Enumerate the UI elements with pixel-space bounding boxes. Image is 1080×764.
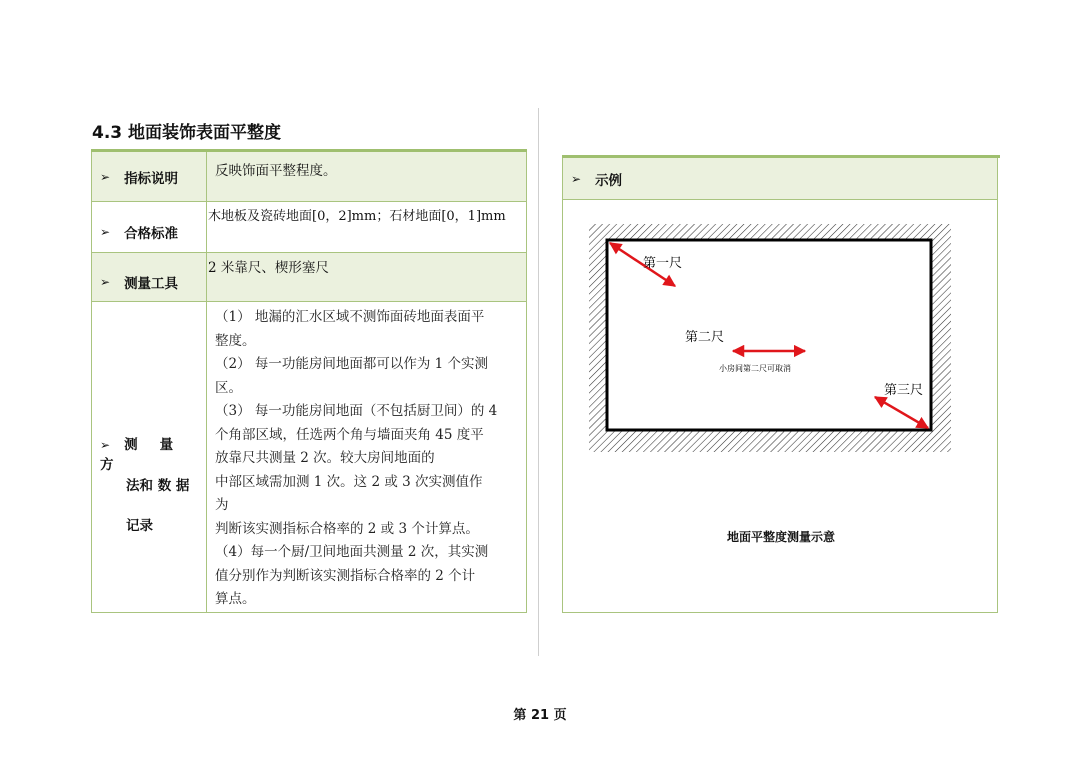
method-label-line3: 记录 [126, 518, 153, 534]
arrow-bullet-icon: ➢ [571, 171, 582, 186]
page-number-value: 21 [530, 708, 550, 723]
method-label-char: 方 [100, 457, 114, 473]
label-cell [92, 302, 207, 613]
method-description [207, 302, 527, 613]
method-label-char: 测 [124, 437, 138, 453]
diagram-caption: 地面平整度测量示意 [726, 530, 835, 544]
method-line: 值分别作为判断该实测指标合格率的 2 个计 [215, 567, 476, 584]
label-text: 测量工具 [124, 276, 179, 292]
page-number-prefix: 第 [513, 708, 527, 723]
ruler3-label: 第三尺 [884, 383, 924, 398]
label-text: 指标说明 [124, 170, 179, 187]
arrow-bullet-icon: ➢ [100, 169, 111, 184]
value-cell: 木地板及瓷砖地面[0，2]mm；石材地面[0，1]mm [207, 202, 527, 253]
ruler2-note: 小房间第二尺可取消 [719, 364, 791, 373]
table-row-method [92, 302, 527, 613]
table-row-tools [92, 253, 527, 302]
method-line: 区。 [215, 379, 242, 396]
label-cell [92, 253, 207, 302]
value-cell: 反映饰面平整程度。 [207, 151, 527, 202]
ruler2-label: 第二尺 [685, 330, 725, 345]
method-label-char: 量 [159, 437, 174, 453]
ruler1-label: 第一尺 [643, 256, 683, 271]
method-line: 放靠尺共测量 2 次。较大房间地面的 [215, 450, 435, 466]
example-panel [562, 157, 998, 613]
method-line: 为 [215, 497, 229, 513]
arrow-bullet-icon: ➢ [100, 225, 111, 239]
label-text: 合格标准 [124, 226, 179, 242]
method-line: 个角部区域，任选两个角与墙面夹角 45 度平 [215, 426, 484, 443]
page-number-suffix: 页 [553, 708, 567, 723]
method-line: （2） 每一功能房间地面都可以作为 1 个实测 [215, 356, 489, 372]
method-label-line2: 法和 数 据 [126, 478, 190, 494]
method-line: 算点。 [215, 591, 256, 607]
method-line: 中部区域需加测 1 次。这 2 或 3 次实测值作 [215, 473, 483, 490]
page-number [0, 704, 1080, 723]
indicator-table [91, 149, 527, 613]
method-line: （3） 每一功能房间地面（不包括厨卫间）的 4 [215, 403, 498, 419]
floor-measurement-diagram [585, 220, 951, 452]
method-line: 整度。 [215, 332, 256, 349]
section-title: 4.3 地面装饰表面平整度 [92, 123, 282, 143]
method-line: 判断该实测指标合格率的 2 或 3 个计算点。 [215, 520, 479, 537]
example-header-label: 示例 [595, 172, 623, 189]
arrow-bullet-icon: ➢ [100, 275, 111, 289]
column-divider [538, 108, 539, 656]
label-cell [92, 202, 207, 253]
example-header [563, 158, 997, 200]
table-row-standard [92, 202, 527, 253]
method-line: （4）每一个厨/卫间地面共测量 2 次，其实测 [215, 544, 489, 560]
label-cell [92, 151, 207, 202]
table-row-description [92, 151, 527, 202]
value-cell: 2 米靠尺、楔形塞尺 [207, 253, 527, 302]
arrow-bullet-icon: ➢ [100, 438, 111, 452]
method-line: （1） 地漏的汇水区域不测饰面砖地面表面平 [215, 309, 485, 325]
